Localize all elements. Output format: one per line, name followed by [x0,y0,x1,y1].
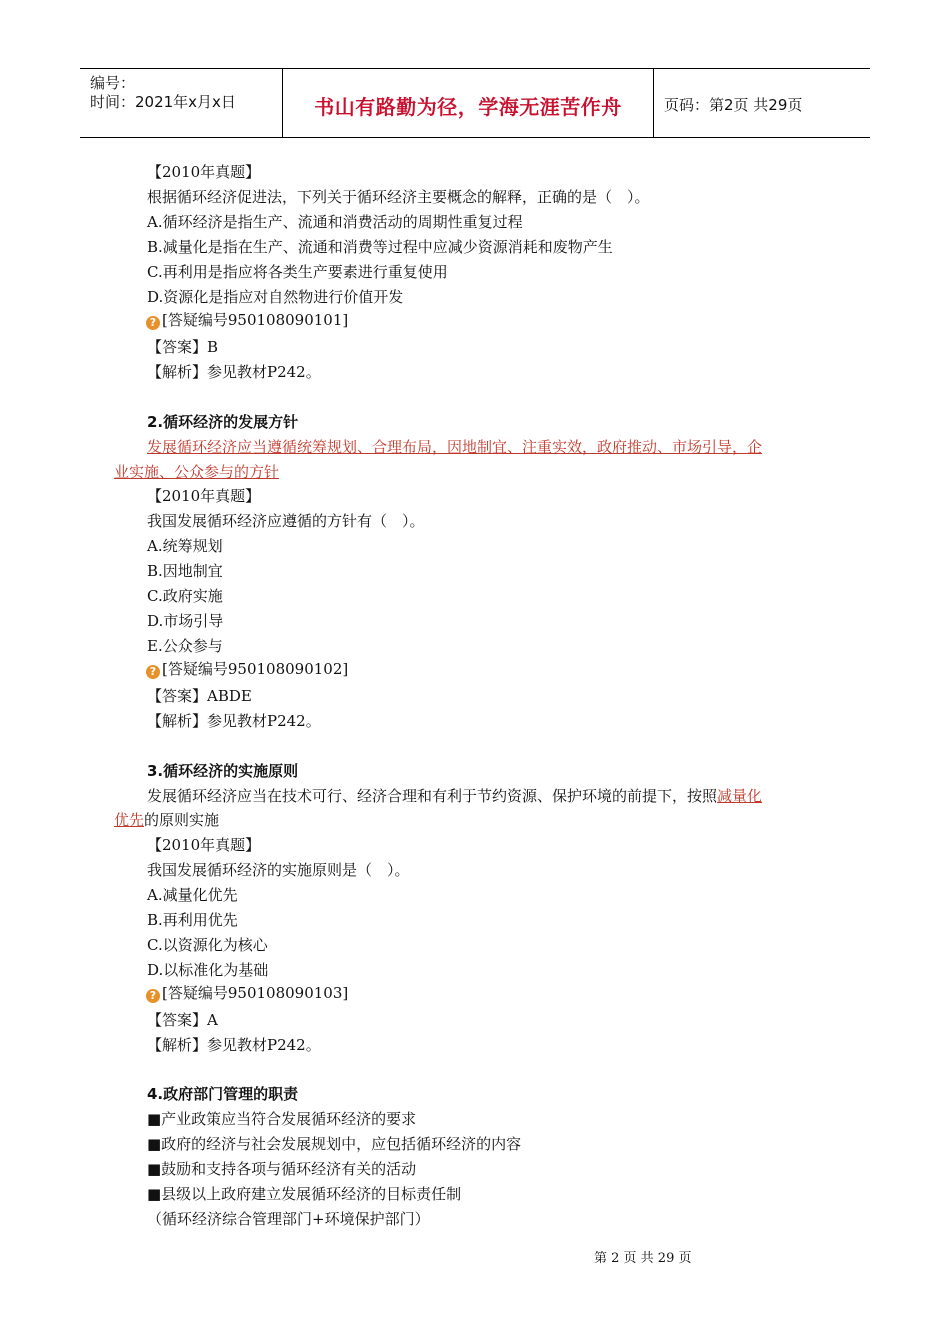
q1-option-a: A.循环经济是指生产、流通和消费活动的周期性重复过程 [147,213,523,231]
section2-heading: 2.循环经济的发展方针 [147,413,299,431]
section4-item: ■产业政策应当符合发展循环经济的要求 [147,1110,417,1128]
q2-option-d: D.市场引导 [147,612,224,630]
q1-answer: 【答案】B [147,338,219,356]
principle-text: 发展循环经济应当在技术可行、经济合理和有利于节约资源、保护环境的前提下，按照 [147,787,718,805]
section4-item: ■县级以上政府建立发展循环经济的目标责任制 [147,1185,462,1203]
q3-ref: [答疑编号950108090103] [162,984,349,1002]
page-header [80,68,870,138]
section3-principle-line1 [147,786,762,806]
principle-highlight-1: 减量化 [717,787,763,805]
question-circle-icon[interactable]: ? [146,989,160,1003]
q1-option-c: C.再利用是指应将各类生产要素进行重复使用 [147,263,448,281]
number-label: 编号： [90,74,136,92]
question-circle-icon[interactable]: ? [146,665,160,679]
q2-stem: 我国发展循环经济应遵循的方针有（ ）。 [147,512,425,530]
q2-ref: [答疑编号950108090102] [162,660,349,678]
question-circle-icon[interactable]: ? [146,316,160,330]
section2-policy-line2: 业实施、公众参与的方针 [114,463,280,481]
q3-tag: 【2010年真题】 [147,836,261,854]
q3-stem: 我国发展循环经济的实施原则是（ ）。 [147,861,410,879]
q3-analysis: 【解析】参见教材P242。 [147,1036,321,1054]
q2-analysis: 【解析】参见教材P242。 [147,712,321,730]
q3-ref-line[interactable] [146,983,348,1003]
section3-principle-line2 [114,810,219,830]
q2-option-a: A.统筹规划 [147,537,223,555]
header-middle-cell [283,69,654,137]
q3-answer: 【答案】A [147,1011,218,1029]
header-left-cell [80,69,283,137]
q2-tag: 【2010年真题】 [147,487,261,505]
q3-option-d: D.以标准化为基础 [147,961,269,979]
q1-option-b: B.减量化是指在生产、流通和消费等过程中应减少资源消耗和废物产生 [147,238,613,256]
q1-ref: [答疑编号950108090101] [162,311,349,329]
principle-highlight-2: 优先 [114,811,145,829]
q2-answer: 【答案】ABDE [147,687,252,705]
section4-heading: 4.政府部门管理的职责 [147,1085,299,1103]
time-label: 时间：2021年x月x日 [90,93,236,111]
q2-ref-line[interactable] [146,659,348,679]
q1-option-d: D.资源化是指应对自然物进行价值开发 [147,288,404,306]
q1-tag: 【2010年真题】 [147,163,261,181]
header-right-cell [654,69,870,137]
q1-analysis: 【解析】参见教材P242。 [147,363,321,381]
q3-option-b: B.再利用优先 [147,911,238,929]
principle-tail: 的原则实施 [144,811,220,829]
q1-ref-line[interactable] [146,310,348,330]
q2-option-c: C.政府实施 [147,587,223,605]
header-motto: 书山有路勤为径，学海无涯苦作舟 [314,95,622,119]
header-page-info: 页码：第2页 共29页 [664,96,803,114]
q1-stem: 根据循环经济促进法，下列关于循环经济主要概念的解释，正确的是（ ）。 [147,188,650,206]
q2-option-b: B.因地制宜 [147,562,223,580]
q3-option-c: C.以资源化为核心 [147,936,268,954]
section3-heading: 3.循环经济的实施原则 [147,762,299,780]
section4-item: ■鼓励和支持各项与循环经济有关的活动 [147,1160,417,1178]
section4-item: ■政府的经济与社会发展规划中，应包括循环经济的内容 [147,1135,522,1153]
page-footer: 第 2 页 共 29 页 [594,1251,692,1266]
section2-policy-line1: 发展循环经济应当遵循统筹规划、合理布局，因地制宜、注重实效，政府推动、市场引导，企 [147,438,763,456]
q3-option-a: A.减量化优先 [147,886,238,904]
q2-option-e: E.公众参与 [147,637,223,655]
section4-note: （循环经济综合管理部门+环境保护部门） [147,1210,430,1228]
